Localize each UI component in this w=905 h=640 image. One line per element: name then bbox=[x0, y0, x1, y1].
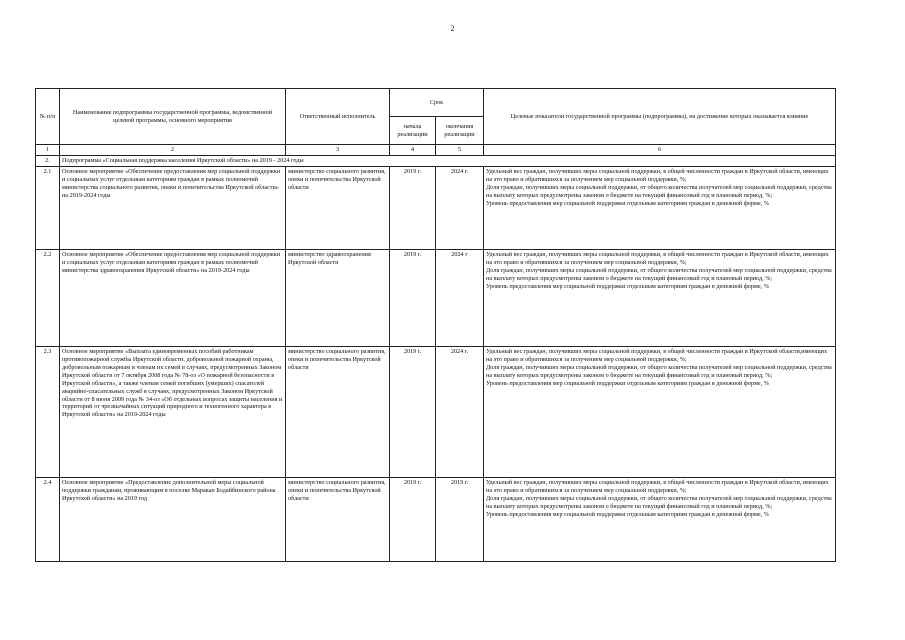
row-number: 2.2 bbox=[36, 249, 60, 346]
row-start: 2019 г. bbox=[390, 166, 436, 249]
row-number: 2.4 bbox=[36, 477, 60, 561]
row-end: 2024 г bbox=[436, 249, 484, 346]
target-indicator: Уровень предоставления мер социальной поддержки отдельным категориям граждан в денежной форме, % bbox=[486, 199, 769, 207]
target-indicator: Удельный вес граждан, получивших меры социальной поддержки, в общей численности граждан в Иркутской области, имеющих на это право и обратившихся за получением мер социальной поддержки, %; bbox=[486, 167, 829, 183]
header-name: Наименование подпрограммы государственной программы, ведомственной целевой программы, основного мероприятия bbox=[60, 89, 286, 145]
target-indicator: Уровень предоставления мер социальной поддержки отдельным категориям граждан в денежной форме, % bbox=[486, 379, 769, 387]
header-targets: Целевые показатели государственной программы (подпрограммы), на достижение которых оказывается влияние bbox=[484, 89, 836, 145]
target-indicator: Доля граждан, получивших меры социальной поддержки, от общего количества получателей мер социальной поддержки, средства на выплату которых предусмотрены законом о бюджете на текущий финансовый год и плановый период, %; bbox=[486, 266, 832, 282]
program-table bbox=[35, 88, 836, 562]
target-indicator: Доля граждан, получивших меры социальной поддержки, от общего количества получателей мер социальной поддержки, средства на выплату которых предусмотрены законом о бюджете на текущий финансовый год и плановый период, %; bbox=[486, 183, 832, 199]
target-indicator: Уровень предоставления мер социальной поддержки отдельным категориям граждан в денежной форме, % bbox=[486, 282, 769, 290]
target-indicator: Удельный вес граждан, получивших меры социальной поддержки, в общей численности граждан в Иркутской области, имеющих на это право и обратившихся за получением мер социальной поддержки, %; bbox=[486, 250, 829, 266]
header-executor: Ответственный исполнитель bbox=[286, 89, 390, 145]
column-number: 4 bbox=[390, 145, 436, 156]
column-number: 1 bbox=[36, 145, 60, 156]
row-start: 2019 г. bbox=[390, 346, 436, 477]
target-indicator: Удельный вес граждан, получивших меры социальной поддержки, в общей численности граждан в Иркутской области,имеющих на это право и обратившихся за получением мер социальной поддержки, %; bbox=[486, 347, 828, 363]
column-number: 3 bbox=[286, 145, 390, 156]
row-end: 2024 г. bbox=[436, 346, 484, 477]
row-end: 2024 г. bbox=[436, 166, 484, 249]
header-end: окончания реализации bbox=[436, 117, 484, 145]
row-targets bbox=[484, 477, 836, 561]
row-executor: министерство социального развития, опеки и попечительства Иркутской области bbox=[286, 477, 390, 561]
row-activity-name: Основное мероприятие «Выплата единовременных пособий работникам противопожарной службы Иркутской области, добровольной пожарной охраны, добровольным пожарным и членам их семей в случаях, предусмотренных Законом Иркутской области от 7 октября 2008 года № 78-оз «О пожарной безопасности в Иркутской области», а также членам семей погибших (умерших) спасателей аварийно-спасательных служб в случаях, предусмотренных Законом Иркутской области от 8 июня 2009 года № 34-оз «Об отдельных вопросах защиты населения и территорий от чрезвычайных ситуаций природного и техногенного характера в Иркутской области» на 2019-2024 годы bbox=[60, 346, 286, 477]
header-num: № п/п bbox=[36, 89, 60, 145]
row-number: 2.1 bbox=[36, 166, 60, 249]
row-activity-name: Основное мероприятие «Обеспечение предоставления мер социальной поддержки и социальных услуг отдельным категориям граждан в рамках полномочий министерства здравоохранения Иркутской области» на 2019-2024 годы bbox=[60, 249, 286, 346]
row-executor: министерство социального развития, опеки и попечительства Иркутской области bbox=[286, 166, 390, 249]
header-start: начала реализации bbox=[390, 117, 436, 145]
row-targets bbox=[484, 166, 836, 249]
row-targets bbox=[484, 249, 836, 346]
page-number: 2 bbox=[450, 24, 455, 33]
row-number: 2.3 bbox=[36, 346, 60, 477]
target-indicator: Уровень предоставления мер социальной поддержки отдельным категориям граждан в денежной форме, % bbox=[486, 510, 769, 518]
table-row bbox=[36, 346, 836, 477]
header-term: Срок bbox=[390, 89, 484, 117]
row-activity-name: Основное мероприятие «Обеспечение предоставления мер социальной поддержки и социальных услуг отдельным категориям граждан в рамках полномочий министерства социального развития, опеки и попечительства Иркутской области» на 2019-2024 годы bbox=[60, 166, 286, 249]
row-activity-name: Основное мероприятие «Предоставление дополнительной меры социальной поддержки гражданам, проживающим в поселке Маракан Бодайбинского района Иркутской области» на 2019 год bbox=[60, 477, 286, 561]
row-end: 2019 г. bbox=[436, 477, 484, 561]
row-executor: министерство здравоохранения Иркутской области bbox=[286, 249, 390, 346]
table-row bbox=[36, 477, 836, 561]
column-number: 5 bbox=[436, 145, 484, 156]
column-number: 6 bbox=[484, 145, 836, 156]
row-start: 2019 г. bbox=[390, 477, 436, 561]
row-targets bbox=[484, 346, 836, 477]
column-number: 2 bbox=[60, 145, 286, 156]
row-executor: министерство социального развития, опеки и попечительства Иркутской области bbox=[286, 346, 390, 477]
column-number-row bbox=[36, 145, 836, 156]
table-row bbox=[36, 249, 836, 346]
target-indicator: Доля граждан, получивших меры социальной поддержки, от общего количества получателей мер социальной поддержки, средства на выплату которых предусмотрены законом о бюджете на текущий финансовый год и плановый период, %; bbox=[486, 363, 832, 379]
target-indicator: Доля граждан, получивших меры социальной поддержки, от общего количества получателей мер социальной поддержки, средства на выплату которых предусмотрены законом о бюджете на текущий финансовый год и плановый период, %; bbox=[486, 494, 832, 510]
row-start: 2019 г. bbox=[390, 249, 436, 346]
section-title: Подпрограмма «Социальная поддержка населения Иркутской области» на 2019 - 2024 годы bbox=[60, 155, 836, 166]
section-number: 2. bbox=[36, 155, 60, 166]
section-row bbox=[36, 155, 836, 166]
table-row bbox=[36, 166, 836, 249]
target-indicator: Удельный вес граждан, получивших меры социальной поддержки, в общей численности граждан в Иркутской области, имеющих на это право и обратившихся за получением мер социальной поддержки, %; bbox=[486, 478, 829, 494]
